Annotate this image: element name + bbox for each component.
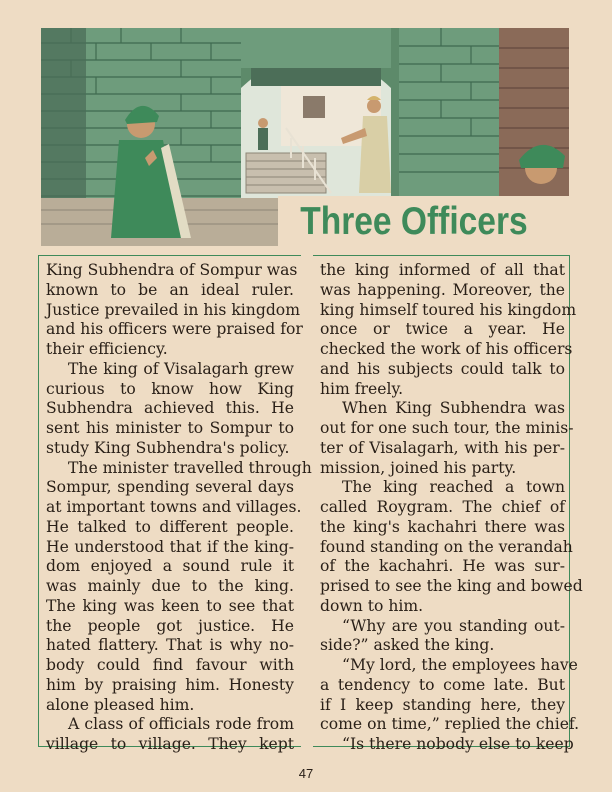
text-line: “Is there nobody else to keep [342, 735, 574, 753]
text-line: checked the work of his officers [320, 340, 573, 358]
text-line: alone pleased him. [46, 695, 195, 714]
text-line: Sompur, spending several days [46, 478, 294, 497]
text-line: and his officers were praised for [46, 320, 303, 339]
text-line: of the kachahri. He was sur- [320, 557, 565, 576]
text-line: The king was keen to see that [46, 596, 294, 615]
text-line: out for one such tour, the minis- [320, 419, 574, 437]
text-line: The king reached a town [342, 478, 565, 497]
text-line: him by praising him. Honesty [46, 675, 294, 694]
text-line: He understood that if the king- [46, 537, 294, 556]
text-line: The minister travelled through [68, 458, 312, 477]
text-line: was mainly due to the king. [46, 577, 294, 595]
text-line: The king of Visalagarh grew [68, 359, 294, 378]
text-line: dom enjoyed a sound rule it [46, 557, 294, 576]
text-line: called Roygram. The chief of [320, 498, 565, 516]
text-line: at important towns and villages. [46, 498, 302, 516]
text-line: village to village. They kept [46, 735, 294, 753]
text-line: When King Subhendra was [342, 399, 565, 418]
text-line: the people got justice. He [46, 616, 294, 635]
text-line: if I keep standing here, they [320, 695, 565, 714]
right-column-text [320, 261, 583, 755]
text-line: He talked to different people. [46, 517, 294, 536]
text-line: hated flattery. That is why no- [46, 636, 294, 655]
text-line: mission, joined his party. [320, 458, 517, 477]
text-line: curious to know how King [46, 379, 294, 398]
text-line: known to be an ideal ruler. [46, 280, 294, 299]
text-line: found standing on the verandah [320, 537, 573, 556]
text-line: study King Subhendra's policy. [46, 438, 290, 457]
text-line: the king informed of all that [320, 261, 565, 279]
page-number: 47 [298, 766, 314, 781]
text-line: their efficiency. [46, 340, 168, 358]
text-line: was happening. Moreover, the [320, 280, 565, 299]
text-line: ter of Visalagarh, with his per- [320, 438, 565, 457]
text-line: “Why are you standing out- [342, 616, 565, 635]
text-line: sent his minister to Sompur to [46, 419, 294, 437]
text-line: Subhendra achieved this. He [46, 399, 294, 418]
text-line: King Subhendra of Sompur was [46, 261, 298, 279]
text-line: him freely. [320, 379, 404, 398]
text-line: a tendency to come late. But [320, 675, 565, 694]
text-line: and his subjects could talk to [320, 359, 565, 378]
text-line: A class of officials rode from [68, 715, 294, 734]
text-line: down to him. [320, 596, 424, 615]
text-line: prised to see the king and bowed [320, 577, 583, 595]
left-column-text [46, 261, 312, 755]
text-line: once or twice a year. He [320, 320, 565, 339]
text-line: side?” asked the king. [320, 636, 495, 655]
text-line: the king's kachahri there was [320, 517, 565, 536]
text-line: Justice prevailed in his kingdom [46, 300, 300, 319]
text-line: “My lord, the employees have [342, 656, 578, 674]
text-line: king himself toured his kingdom [320, 300, 577, 319]
story-title: Three Officers [300, 200, 528, 243]
text-line: body could find favour with [46, 656, 294, 674]
text-line: come on time,” replied the chief. [320, 715, 580, 734]
